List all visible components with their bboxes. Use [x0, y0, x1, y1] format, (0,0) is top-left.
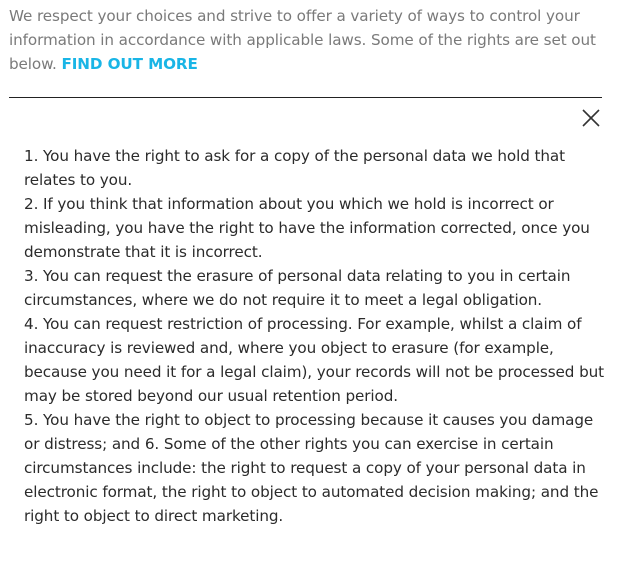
- right-item-3: 3. You can request the erasure of personal data relating to you in certain circumstances, where we do not require it to meet a legal obligation.: [24, 267, 571, 309]
- right-item-4: 4. You can request restriction of processing. For example, whilst a claim of inaccuracy is reviewed and, where you object to erasure (for example, because you need it for a legal claim), your records will not be processed but may be stored beyond our usual retention period.: [24, 315, 604, 405]
- right-item-2: 2. If you think that information about you which we hold is incorrect or misleading, you have the right to have the information corrected, once you demonstrate that it is incorrect.: [24, 195, 590, 261]
- find-out-more-link[interactable]: FIND OUT MORE: [61, 55, 198, 73]
- right-item-1: 1. You have the right to ask for a copy of the personal data we hold that relates to you.: [24, 147, 565, 189]
- close-icon: [580, 107, 602, 129]
- section-divider: [9, 97, 602, 98]
- right-item-5: 5. You have the right to object to processing because it causes you damage or distress; and 6. Some of the other rights you can exercise in certain circumstances include: the right to request a copy of your personal data in electronic format, the right to object to automated decision making; and the right to object to direct marketing.: [24, 411, 599, 525]
- close-button[interactable]: [580, 107, 602, 129]
- rights-list: [24, 144, 604, 528]
- intro-text: We respect your choices and strive to offer a variety of ways to control your information in accordance with applicable laws. Some of the rights are set out below.: [9, 7, 596, 73]
- privacy-intro: [9, 4, 609, 76]
